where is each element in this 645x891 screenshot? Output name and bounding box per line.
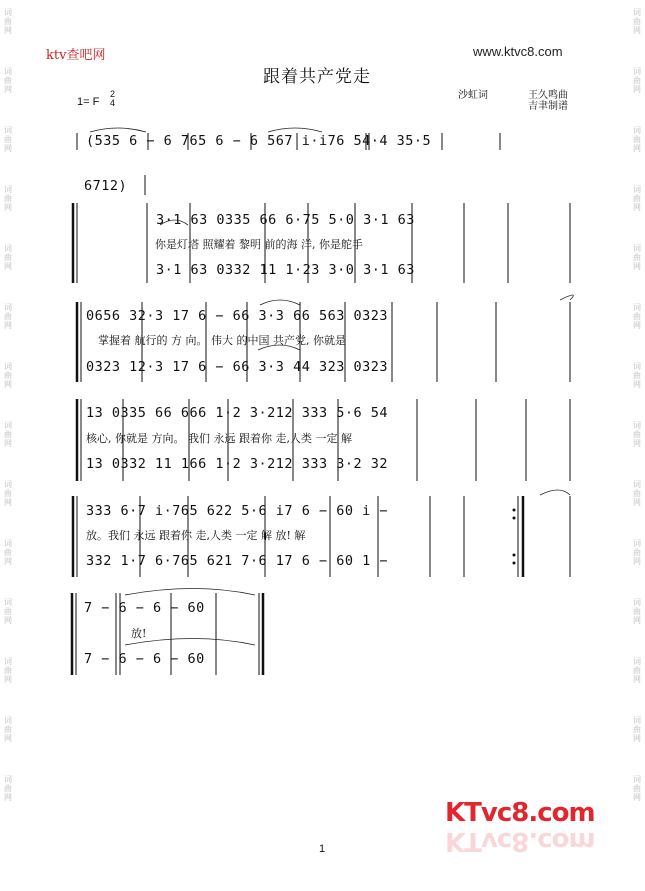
system4-lyrics: 放。我们 永远 跟着你 走,人类 一定 解 放! 解 (86, 529, 306, 542)
key-signature: 1= F (77, 96, 100, 108)
watermark-group: 词 曲 网 (4, 775, 12, 802)
watermark-group: 词 曲 网 (4, 362, 12, 389)
system2-lower-notes: 0323 12·3 17 6 − 66 3·3 44 323 0323 (86, 359, 388, 375)
system5-upper-notes: 7 − 6 − 6 − 60 (84, 600, 205, 616)
watermark-group: 词 曲 网 (4, 716, 12, 743)
watermark-group: 词 曲 网 (4, 480, 12, 507)
system1-lower-notes: 3·1 63 0332 11 1·23 3·0 3·1 63 (156, 262, 415, 278)
system4-upper-notes: 333 6·7 i·765 622 5·6 i7 6 − 60 i − (86, 503, 388, 519)
system1-upper-notes: 3·1 63 0335 66 6·75 5·0 3·1 63 (156, 212, 415, 228)
watermark-group: 词 曲 网 (633, 303, 641, 330)
watermark-group: 词 曲 网 (4, 303, 12, 330)
song-title: 跟着共产党走 (263, 67, 371, 87)
arranger: 吉聿制谱 (528, 101, 568, 112)
page-number: 1 (319, 843, 326, 855)
watermark-group: 词 曲 网 (633, 539, 641, 566)
watermark-group: 词 曲 网 (4, 67, 12, 94)
watermark-group: 词 曲 网 (633, 67, 641, 94)
composer: 王久鸣曲 (528, 90, 568, 101)
watermark-group: 词 曲 网 (633, 362, 641, 389)
system5-lyrics: 放! (131, 627, 147, 640)
watermark-group: 词 曲 网 (633, 657, 641, 684)
watermark-group: 词 曲 网 (633, 244, 641, 271)
watermark-group: 词 曲 网 (4, 598, 12, 625)
watermark-group: 词 曲 网 (4, 185, 12, 212)
site-logo[interactable]: ktv查吧网 (46, 48, 106, 63)
watermark-group: 词 曲 网 (633, 8, 641, 35)
watermark-group: 词 曲 网 (4, 657, 12, 684)
intro-notes-end: 6712) (84, 178, 128, 194)
time-signature: 2 4 (110, 89, 116, 108)
watermark-group: 词 曲 网 (633, 126, 641, 153)
watermark-group: 词 曲 网 (633, 421, 641, 448)
system5-lower-notes: 7 − 6 − 6 − 60 (84, 651, 205, 667)
system3-lyrics: 核心, 你就是 方向。 我们 永远 跟着你 走,人类 一定 解 (86, 432, 352, 445)
watermark-group: 词 曲 网 (633, 716, 641, 743)
watermark-group: 词 曲 网 (4, 8, 12, 35)
site-url[interactable]: www.ktvc8.com (473, 44, 563, 59)
watermark-group: 词 曲 网 (4, 126, 12, 153)
watermark-group: 词 曲 网 (633, 480, 641, 507)
system3-upper-notes: 13 0335 66 666 1·2 3·212 333 5·6 54 (86, 405, 388, 421)
watermark-group: 词 曲 网 (633, 185, 641, 212)
watermark-group: 词 曲 网 (4, 539, 12, 566)
watermark-group: 词 曲 网 (4, 421, 12, 448)
footer-logo[interactable]: KTvc8.com (445, 798, 595, 828)
watermark-group: 词 曲 网 (633, 775, 641, 802)
watermark-group: 词 曲 网 (633, 598, 641, 625)
lyricist: 沙虹词 (458, 90, 488, 101)
watermark-group: 词 曲 网 (4, 244, 12, 271)
system4-lower-notes: 332 1·7 6·765 621 7·6 17 6 − 60 1 − (86, 553, 388, 569)
system2-lyrics: 掌握着 航行的 方 向。 伟大 的中国 共产党, 你就是 (98, 334, 346, 347)
system3-lower-notes: 13 0332 11 166 1·2 3·212 333 3·2 32 (86, 456, 388, 472)
system1-lyrics: 你是灯塔 照耀着 黎明 前的海 洋, 你是舵手 (155, 238, 363, 251)
footer-logo-reflection: KTvc8.com (445, 826, 595, 856)
intro-notes: (535 6 − 6 765 6 − 6 567 i·i76 54·4 35·5 (86, 133, 432, 149)
system2-upper-notes: 0656 32·3 17 6 − 66 3·3 66 563 0323 (86, 308, 388, 324)
